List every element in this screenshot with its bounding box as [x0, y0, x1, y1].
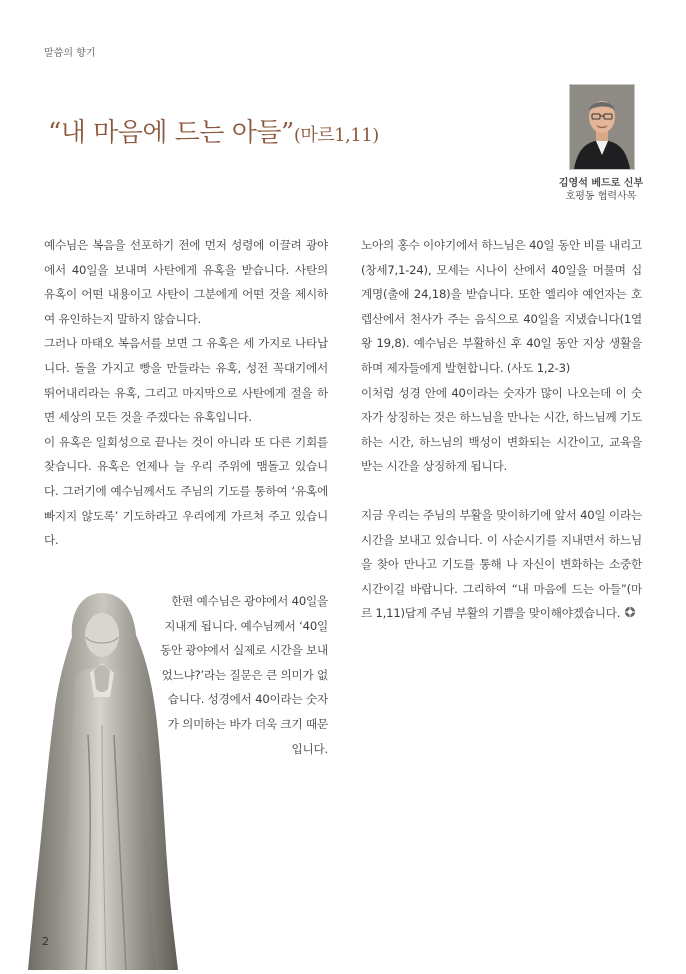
- author-role: 호평동 협력사목: [565, 191, 637, 202]
- section-label: 말씀의 향기: [44, 48, 96, 59]
- praying-statue-image: [28, 585, 178, 970]
- paragraph: 예수님은 복음을 선포하기 전에 먼저 성령에 이끌려 광야에서 40일을 보내며 사탄에게 유혹을 받습니다. 사탄의 유혹이 어떤 내용이고 사탄이 그분에게 어떤 것을 제시하여 유인하는지 말하지 않습니다.: [44, 238, 328, 326]
- wrapped-paragraph: 한편 예수님은 광야에서 40일을 지내게 됩니다. 예수님께서 ‘40일 동안 광야에서 실제로 시간을 보내었느냐?’라는 질문은 큰 의미가 없습니다. 성경에서 40이라는 숫자가 의미하는 바가 더욱 크기 때문입니다.: [160, 594, 328, 756]
- closing-text: 지금 우리는 주님의 부활을 맞이하기에 앞서 40일 이라는 시간을 보내고 있습니다. 이 사순시기를 지내면서 하느님을 찾아 만나고 기도를 통해 나 자신이 변화하는 소중한 시간이길 바랍니다. 그리하여 “내 마음에 드는 아들”(마르 1,11)답게 주님 부활의 기쁨을 맞이해야겠습니다.: [361, 507, 642, 621]
- left-column: [44, 233, 328, 553]
- paragraph: 노아의 홍수 이야기에서 하느님은 40일 동안 비를 내리고(창세7,1-24), 모세는 시나이 산에서 40일을 머물며 십계명(출애 24,18)을 받습니다. 또한 엘리야 예언자는 호렙산에서 천사가 주는 음식으로 40일을 지냈습니다(1열왕 19,8). 예수님은 부활하신 후 40일 동안 지상 생활을 하며 제자들에게 발현합니다. (사도 1,2-3): [361, 238, 642, 375]
- paragraph: 이 유혹은 일회성으로 끝나는 것이 아니라 또 다른 기회를 찾습니다. 유혹은 언제나 늘 우리 주위에 맴돌고 있습니다. 그러기에 예수님께서도 주님의 기도를 통하여 ‘유혹에 빠지지 않도록’ 기도하라고 우리에게 가르쳐 주고 있습니다.: [44, 434, 328, 548]
- author-info: [540, 177, 662, 203]
- page-title: [48, 112, 379, 149]
- title-main: “내 마음에 드는 아들”: [48, 118, 294, 148]
- page-number: 2: [42, 935, 49, 948]
- right-column: [361, 233, 642, 626]
- end-mark-icon: [624, 602, 636, 627]
- paragraph: 이처럼 성경 안에 40이라는 숫자가 많이 나오는데 이 숫자가 상징하는 것은 하느님을 만나는 시간, 하느님께 기도하는 시간, 하느님의 백성이 변화되는 시간이고, 교육을 받는 시간을 상징하게 됩니다.: [361, 385, 642, 474]
- paragraph: 그러나 마태오 복음서를 보면 그 유혹은 세 가지로 나타납니다. 돌을 가지고 빵을 만들라는 유혹, 성전 꼭대기에서 뛰어내리라는 유혹, 그리고 마지막으로 사탄에게 절을 하면 세상의 모든 것을 주겠다는 유혹입니다.: [44, 336, 328, 425]
- title-reference: (마르1,11): [293, 125, 379, 146]
- paragraph: [361, 503, 642, 626]
- author-name: 김영석 베드로 신부: [558, 178, 644, 189]
- author-photo: [569, 84, 635, 170]
